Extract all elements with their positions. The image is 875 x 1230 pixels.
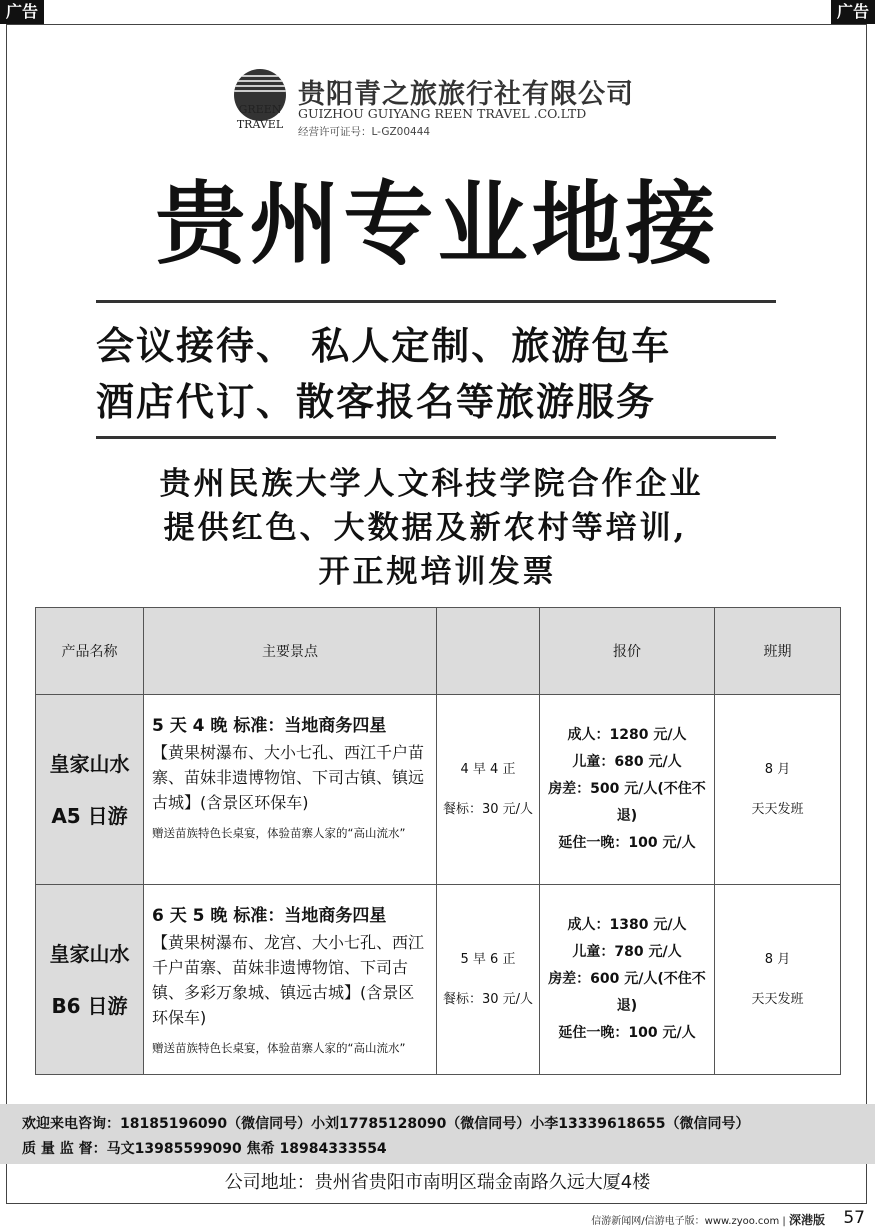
page-footer: 信游新闻网/信游电子版：www.zyoo.com | 深港版 [591, 1213, 825, 1227]
price-child: 儿童：780 元/人 [572, 944, 682, 960]
company-name-en: GUIZHOU GUIYANG REEN TRAVEL .CO.LTD [298, 106, 587, 121]
divider-bottom [96, 436, 776, 439]
price-extend: 延住一晚：100 元/人 [558, 1025, 696, 1041]
ad-tag-left: 广告 [0, 0, 44, 24]
meals-cell [437, 885, 540, 1075]
schedule-daily: 天天发班 [751, 801, 804, 817]
product-name-line-2: B6 日游 [51, 993, 128, 1018]
company-address: 公司地址：贵州省贵阳市南明区瑞金南路久远大厦4楼 [224, 1172, 651, 1193]
company-name-cn: 贵阳青之旅旅行社有限公司 [298, 79, 634, 110]
cooperation-line-2: 提供红色、大数据及新农村等培训, [163, 510, 688, 546]
price-adult: 成人：1380 元/人 [567, 917, 687, 933]
headline: 贵州专业地接 [155, 172, 720, 277]
tour-sites: 【黄果树瀑布、龙宫、大小七孔、西江千户苗寨、苗妹非遗博物馆、下司古镇、多彩万象城、镇远古城】(含景区环保车) [152, 933, 425, 1027]
product-name [36, 695, 144, 885]
tour-gift: 赠送苗族特色长桌宴，体验苗寨人家的“高山流水” [152, 826, 406, 840]
footer-edition: 深港版 [788, 1213, 825, 1227]
services-line-2: 酒店代订、散客报名等旅游服务 [96, 380, 657, 424]
logo-text-travel: TRAVEL [236, 118, 284, 131]
schedule-month: 8 月 [764, 761, 791, 777]
price-cell [540, 885, 715, 1075]
footer-source: 信游新闻网/信游电子版：www.zyoo.com [591, 1216, 780, 1227]
table-header-row [36, 608, 841, 695]
price-child: 儿童：680 元/人 [572, 754, 682, 770]
product-name-line-2: A5 日游 [51, 803, 128, 828]
header-schedule: 班期 [715, 608, 841, 695]
meal-standard: 餐标：30 元/人 [442, 801, 534, 817]
meals-cell [437, 695, 540, 885]
license-number: 经营许可证号：L-GZ00444 [298, 126, 431, 138]
product-name-line-1: 皇家山水 [49, 751, 130, 776]
tour-standard: 6 天 5 晚 标准：当地商务四星 [152, 906, 387, 926]
header-price: 报价 [540, 608, 715, 695]
tour-gift: 赠送苗族特色长桌宴，体验苗寨人家的“高山流水” [152, 1041, 406, 1055]
price-adult: 成人：1280 元/人 [567, 727, 687, 743]
schedule-cell [715, 695, 841, 885]
page-number: 57 [843, 1208, 865, 1228]
logo-text-green: GREEN [238, 103, 282, 116]
price-cell [540, 695, 715, 885]
divider-top [96, 300, 776, 303]
header-main-sites: 主要景点 [144, 608, 437, 695]
quality-supervision: 质 量 监 督：马文13985599090 焦希 18984333554 [22, 1141, 387, 1157]
tour-standard: 5 天 4 晚 标准：当地商务四星 [152, 716, 387, 736]
cooperation-line-3: 开正规培训发票 [318, 554, 557, 590]
ad-tag-right: 广告 [831, 0, 875, 24]
meals-count: 5 早 6 正 [460, 951, 516, 967]
green-travel-logo-icon [231, 68, 289, 140]
cooperation-line-1: 贵州民族大学人文科技学院合作企业 [159, 466, 704, 502]
meals-count: 4 早 4 正 [460, 761, 516, 777]
schedule-month: 8 月 [764, 951, 791, 967]
table-row [36, 885, 841, 1075]
services-line-1: 会议接待、 私人定制、旅游包车 [96, 324, 672, 368]
schedule-cell [715, 885, 841, 1075]
sites-cell [144, 695, 437, 885]
product-table [35, 607, 841, 1075]
price-room: 房差：500 元/人(不住不退) [548, 781, 706, 824]
contact-phones: 欢迎来电咨询：18185196090（微信同号）小刘17785128090（微信同号）小李13339618655（微信同号） [22, 1116, 750, 1132]
contact-band [0, 1104, 875, 1164]
sites-cell [144, 885, 437, 1075]
product-name [36, 885, 144, 1075]
product-name-line-1: 皇家山水 [49, 941, 130, 966]
price-room: 房差：600 元/人(不住不退) [548, 971, 706, 1014]
tour-sites: 【黄果树瀑布、大小七孔、西江千户苗寨、苗妹非遗博物馆、下司古镇、镇远古城】(含景区环保车) [152, 743, 425, 812]
price-extend: 延住一晚：100 元/人 [558, 835, 696, 851]
header-product-name: 产品名称 [36, 608, 144, 695]
header-meals [437, 608, 540, 695]
schedule-daily: 天天发班 [751, 991, 804, 1007]
table-row [36, 695, 841, 885]
meal-standard: 餐标：30 元/人 [442, 991, 534, 1007]
